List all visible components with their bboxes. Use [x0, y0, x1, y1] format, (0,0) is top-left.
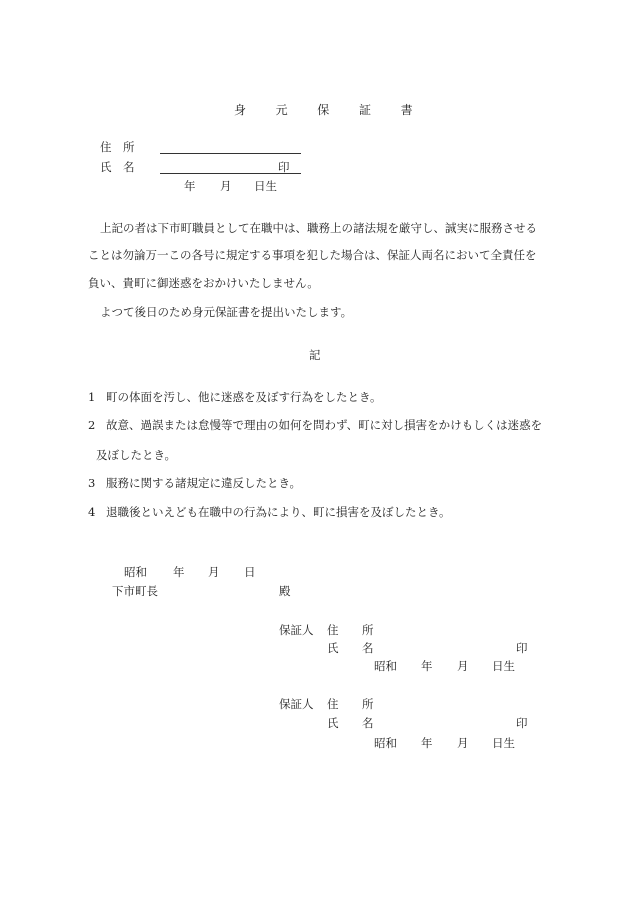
body-paragraph-1-line-2: ことは勿論万一この各号に規定する事項を犯した場合は、保証人両名において全責任を: [88, 248, 537, 262]
body-paragraph-2: よつて後日のため身元保証書を提出いたします。: [100, 305, 353, 319]
guarantor-2-label: 保証人: [279, 697, 314, 711]
guarantor-2-birth-year: 年: [421, 736, 433, 750]
body-paragraph-1-line-1: 上記の者は下市町職員として在職中は、職務上の諸法規を厳守し、誠実に服務させる: [100, 221, 537, 235]
applicant-address-label: 住 所: [100, 140, 135, 154]
ki-heading: 記: [309, 348, 321, 362]
body-paragraph-1-line-3: 負い、貴町に御迷惑をおかけいたしません。: [88, 276, 319, 290]
date-year: 年: [173, 565, 185, 579]
date-month: 月: [208, 565, 220, 579]
document-title: [221, 104, 426, 117]
guarantor-1-name-char-2: 名: [362, 641, 374, 655]
guarantor-1-address-char-1: 住: [327, 623, 339, 637]
guarantor-2-birth-era: 昭和: [374, 736, 397, 750]
item-1-text: 町の体面を汚し、他に迷惑を及ぼす行為をしたとき。: [106, 390, 382, 404]
guarantor-2-name-char-1: 氏: [327, 716, 339, 730]
item-2-text: 故意、過誤または怠慢等で理由の如何を問わず、町に対し損害をかけもしくは迷惑を: [106, 418, 543, 432]
item-3-number: 3: [88, 476, 96, 490]
guarantor-1-birth-month: 月: [457, 659, 469, 673]
guarantor-1-birth-day: 日生: [492, 659, 515, 673]
guarantor-2-address-char-1: 住: [327, 697, 339, 711]
date-era: 昭和: [124, 565, 147, 579]
applicant-name-label: 氏 名: [100, 160, 135, 174]
guarantor-1-birth-year: 年: [421, 659, 433, 673]
title-char: 証: [358, 103, 371, 117]
addressee-honorific: 殿: [279, 584, 291, 598]
item-3-text: 服務に関する諸規定に違反したとき。: [106, 476, 302, 490]
addressee-name: 下市町長: [112, 584, 158, 598]
item-2-number: 2: [88, 418, 96, 432]
title-char: 書: [400, 103, 413, 117]
guarantor-1-address-char-2: 所: [362, 623, 374, 637]
guarantor-1-birth-era: 昭和: [374, 659, 397, 673]
guarantor-2-name-char-2: 名: [362, 716, 374, 730]
guarantor-1-seal: 印: [516, 641, 528, 655]
title-char: 保: [317, 103, 330, 117]
guarantor-2-birth-day: 日生: [492, 736, 515, 750]
applicant-address-line: [160, 153, 301, 154]
item-4-number: 4: [88, 505, 96, 519]
guarantor-2-address-char-2: 所: [362, 697, 374, 711]
guarantor-2-birth-month: 月: [457, 736, 469, 750]
applicant-birth-month: 月: [220, 179, 232, 193]
item-4-text: 退職後といえども在職中の行為により、町に損害を及ぼしたとき。: [106, 505, 451, 519]
item-1-number: 1: [88, 390, 96, 404]
title-char: 元: [275, 103, 288, 117]
applicant-birth-day: 日生: [254, 179, 277, 193]
date-day: 日: [244, 565, 256, 579]
applicant-birth-year: 年: [184, 179, 196, 193]
item-2-continuation: 及ぼしたとき。: [96, 448, 177, 462]
applicant-seal: 印: [278, 160, 290, 174]
title-char: 身: [233, 103, 246, 117]
guarantor-2-seal: 印: [516, 716, 528, 730]
guarantor-1-name-char-1: 氏: [327, 641, 339, 655]
guarantor-1-label: 保証人: [279, 623, 314, 637]
